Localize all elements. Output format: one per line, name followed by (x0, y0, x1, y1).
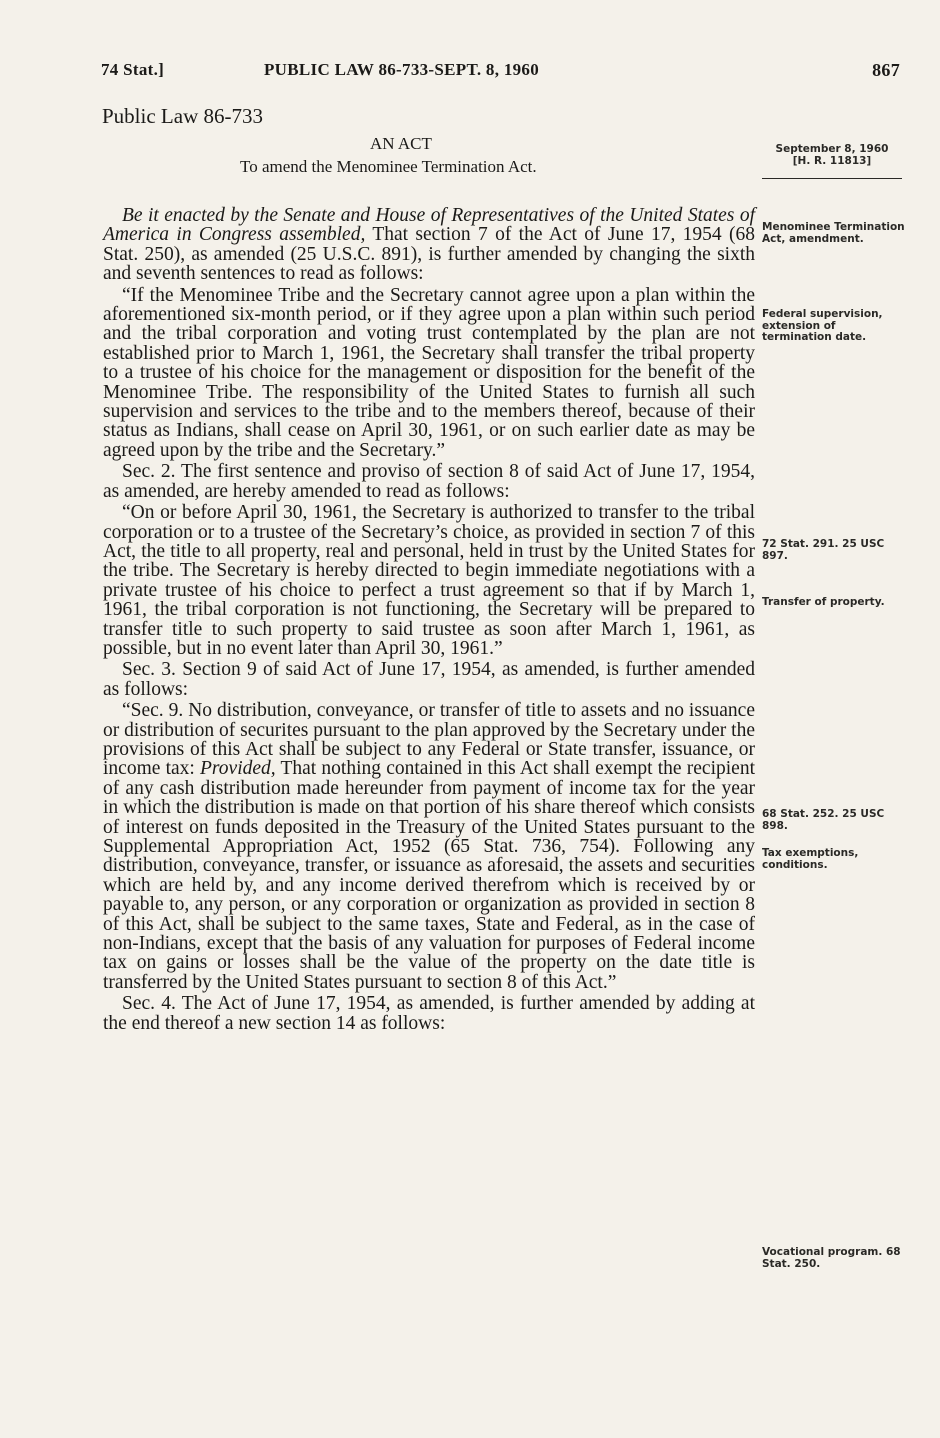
quote3-part-a: “Sec. 9. No distribution, conveyance, or transfer of title to assets and no issuance or distribution of securites pursuant to the plan approved by the Secretary under the provisions of this Act shall be subject to any Federal or State transfer, issuance, or income tax: (103, 700, 755, 780)
law-number: Public Law 86-733 (102, 104, 263, 128)
quoted-amendment-3 (103, 701, 755, 992)
page-number: 867 (872, 60, 900, 80)
enacting-formula: Be it enacted by the Senate and House of Representatives of the United States of America in Congress assembled, (103, 205, 755, 246)
section-2: Sec. 2. The first sentence and proviso of section 8 of said Act of June 17, 1954, as amended, are hereby amended to read as follows: (103, 461, 755, 502)
enacting-text: That section 7 of the Act of June 17, 1954 (68 Stat. 250), as amended (25 U.S.C. 891), is further amended by changing the sixth and seventh sentences to read as follows: (103, 224, 756, 285)
margin-date (762, 144, 902, 167)
margin-note-amendment: Menominee Termination Act, amendment. (762, 221, 905, 245)
section-3: Sec. 3. Section 9 of said Act of June 17, 1954, as amended, is further amended as follows: (103, 659, 755, 700)
proviso-word: Provided, (200, 758, 276, 780)
running-title: PUBLIC LAW 86-733-SEPT. 8, 1960 (264, 60, 540, 79)
act-body (103, 206, 755, 1035)
margin-note-citation-2: 68 Stat. 252. 25 USC 898. (762, 808, 885, 832)
date-rule-divider (762, 178, 902, 179)
act-heading: AN ACT (370, 134, 432, 153)
act-subtitle: To amend the Menominee Termination Act. (240, 157, 537, 176)
quote3-part-b: That nothing contained in this Act shall exempt the recipient of any cash distribution made hereunder from payment of income tax for the year in which the distribution is made on that portion of his share thereof which consists of interest on funds deposited in the Treasury of the United States pursuant to the Supplemental Appropriation Act, 1952 (65 Stat. 736, 754). Following any distribution, conveyance, transfer, or issuance as aforesaid, the assets and securities which are held by, and any income derived therefrom which is received by or payable to, any person, or any corporation or organization as provided in section 8 of this Act, shall be subject to the same taxes, State and Federal, as in the case of non-Indians, except that the basis of any valuation for purposes of Federal income tax on gains or losses shall be the value of the property on the date title is transferred by the United States pursuant to section 8 of this Act.” (103, 758, 755, 993)
margin-note-transfer: Transfer of property. (762, 596, 885, 608)
quoted-amendment-1: “If the Menominee Tribe and the Secretary cannot agree upon a plan within the aforementioned six-month period, or if they agree upon a plan within such period and the tribal corporation and voting trust contemplated by the plan are not established prior to March 1, 1961, the Secretary shall transfer the tribal property to a trustee of his choice for the management or disposition for the benefit of the Menominee Tribe. The responsibility of the United States to furnish all such supervision and services to the tribe and to the members thereof, because of their status as Indians, shall cease on April 30, 1961, or on such earlier date as may be agreed upon by the tribe and the Secretary.” (103, 284, 755, 461)
quoted-amendment-2: “On or before April 30, 1961, the Secretary is authorized to transfer to the tribal corporation or to a trustee of the Secretary’s choice, as provided in section 7 of this Act, the title to all property, real and personal, held in trust by the United States for the tribe. The Secretary is hereby directed to begin immediate negotiations with a private trustee of his choice to perfect a trust agreement so that if by March 1, 1961, the tribal corporation is not functioning, the Secretary will be prepared to transfer title to such property to said trustee as soon after March 1, 1961, as possible, but in no event later than April 30, 1961.” (103, 502, 755, 659)
statute-volume: 74 Stat.] (101, 60, 165, 79)
running-header (101, 60, 904, 84)
margin-note-vocational: Vocational program. 68 Stat. 250. (762, 1246, 901, 1270)
margin-note-tax: Tax exemptions, conditions. (762, 847, 859, 871)
section-4: Sec. 4. The Act of June 17, 1954, as amended, is further amended by adding at the end thereof a new section 14 as follows: (103, 993, 755, 1034)
enacting-clause (103, 206, 755, 284)
margin-note-citation-1: 72 Stat. 291. 25 USC 897. (762, 538, 885, 562)
margin-note-supervision: Federal supervision, extension of termination date. (762, 308, 883, 343)
bill-number: [H. R. 11813] (792, 154, 872, 167)
enactment-date: September 8, 1960 (775, 143, 889, 155)
